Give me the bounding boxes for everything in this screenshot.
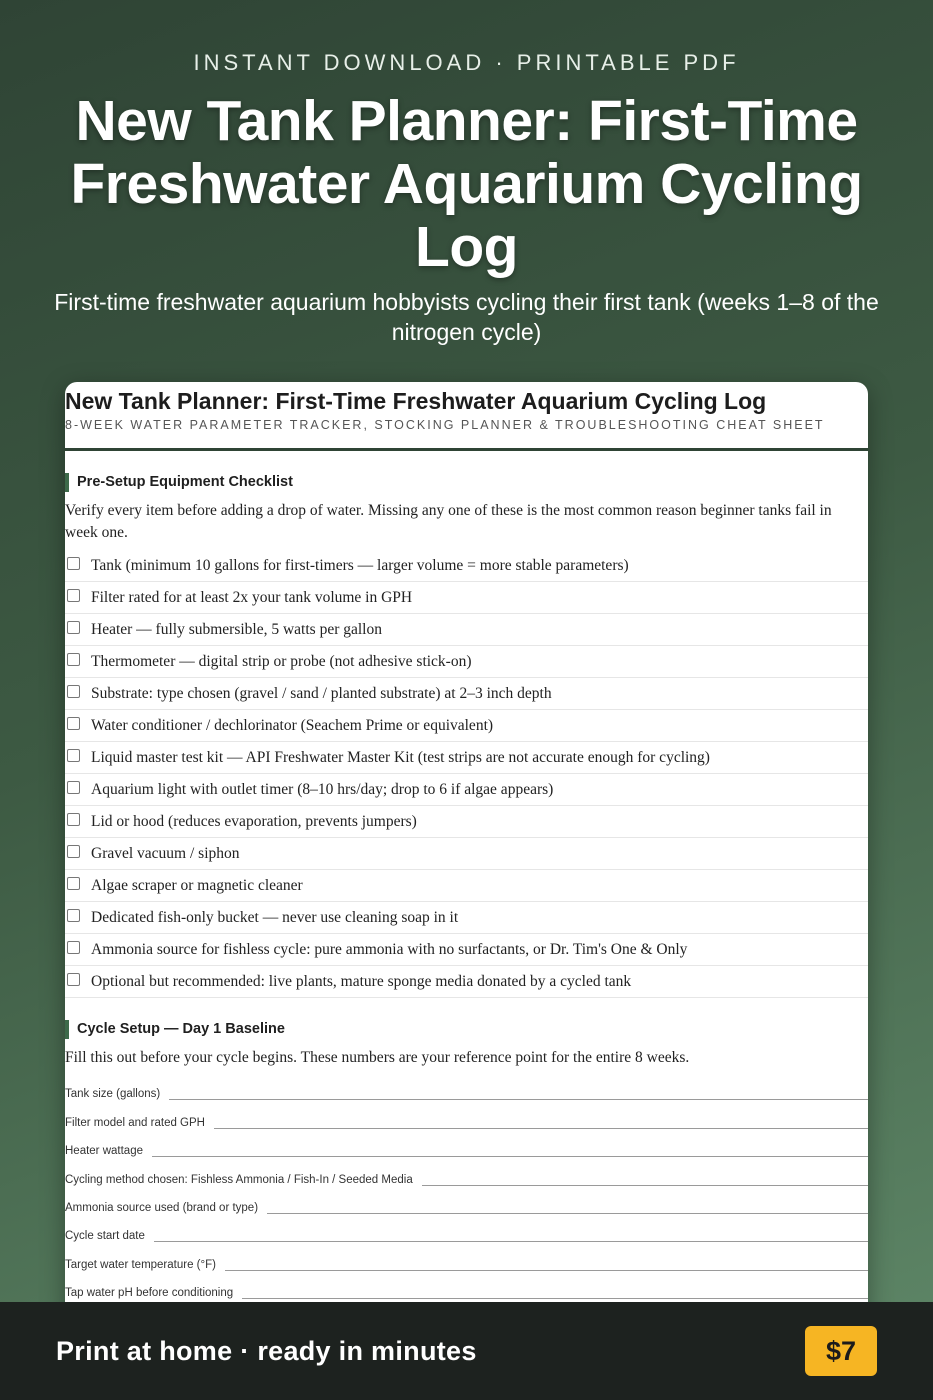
checklist-item[interactable] — [65, 614, 868, 646]
fill-in-line[interactable] — [154, 1240, 868, 1242]
sheet-title: New Tank Planner: First-Time Freshwater Aquarium Cycling Log — [65, 388, 767, 414]
field-label: Cycling method chosen: Fishless Ammonia / Fish-In / Seeded Media — [65, 1173, 413, 1186]
banner-kicker: INSTANT DOWNLOAD · PRINTABLE PDF — [193, 50, 740, 75]
checklist-item-label: Optional but recommended: live plants, mature sponge media donated by a cycled tank — [91, 972, 632, 990]
checkbox[interactable] — [67, 653, 80, 666]
product-title: New Tank Planner: First-Time Freshwater Aquarium Cycling Log — [70, 89, 863, 279]
checklist-item[interactable] — [65, 550, 868, 582]
checklist-item[interactable] — [65, 742, 868, 774]
footer-tagline: Print at home · ready in minutes — [56, 1335, 477, 1366]
form-field[interactable] — [65, 1160, 868, 1188]
checklist-item[interactable] — [65, 646, 868, 678]
field-label: Target water temperature (°F) — [65, 1258, 216, 1271]
fill-in-line[interactable] — [169, 1098, 868, 1100]
form-field[interactable] — [65, 1274, 868, 1302]
printable-sheet-preview — [65, 382, 868, 1322]
checkbox[interactable] — [67, 589, 80, 602]
price-badge[interactable]: $7 — [805, 1326, 877, 1376]
checklist-item-label: Water conditioner / dechlorinator (Seachem Prime or equivalent) — [91, 716, 494, 734]
checklist-item-label: Thermometer — digital strip or probe (not adhesive stick-on) — [91, 652, 472, 670]
checkbox[interactable] — [67, 685, 80, 698]
checklist-item-label: Ammonia source for fishless cycle: pure ammonia with no surfactants, or Dr. Tim's One & Only — [91, 940, 688, 958]
field-label: Heater wattage — [65, 1145, 143, 1158]
checklist-item[interactable] — [65, 870, 868, 902]
checklist-item-label: Aquarium light with outlet timer (8–10 hrs/day; drop to 6 if algae appears) — [91, 780, 554, 798]
checkbox[interactable] — [67, 781, 80, 794]
checkbox[interactable] — [67, 845, 80, 858]
footer-bar — [0, 1302, 933, 1400]
sheet-subtitle: 8-WEEK WATER PARAMETER TRACKER, STOCKING PLANNER & TROUBLESHOOTING CHEAT SHEET — [65, 418, 825, 432]
fill-in-line[interactable] — [242, 1297, 868, 1299]
checkbox[interactable] — [67, 749, 80, 762]
checklist-item-label: Algae scraper or magnetic cleaner — [91, 876, 303, 894]
form-field[interactable] — [65, 1103, 868, 1131]
fill-in-line[interactable] — [267, 1212, 868, 1214]
sheet-header — [65, 382, 868, 451]
fill-in-line[interactable] — [214, 1127, 868, 1129]
checklist-item-label: Heater — fully submersible, 5 watts per gallon — [91, 620, 382, 638]
checklist-item[interactable] — [65, 678, 868, 710]
fill-in-line[interactable] — [152, 1155, 868, 1157]
checklist-heading: Pre-Setup Equipment Checklist — [65, 473, 868, 492]
checkbox[interactable] — [67, 557, 80, 570]
checklist-item-label: Filter rated for at least 2x your tank volume in GPH — [91, 588, 413, 606]
form-field[interactable] — [65, 1075, 868, 1103]
equipment-checklist — [65, 550, 868, 998]
checkbox[interactable] — [67, 941, 80, 954]
product-subtitle: First-time freshwater aquarium hobbyists cycling their first tank (weeks 1–8 of the nitrogen cycle) — [54, 289, 879, 345]
checklist-item-label: Substrate: type chosen (gravel / sand / planted substrate) at 2–3 inch depth — [91, 684, 552, 702]
checkbox[interactable] — [67, 621, 80, 634]
checklist-item-label: Tank (minimum 10 gallons for first-timers — larger volume = more stable parameters) — [91, 556, 629, 574]
fill-in-line[interactable] — [225, 1269, 868, 1271]
field-label: Cycle start date — [65, 1230, 145, 1243]
checklist-item[interactable] — [65, 710, 868, 742]
checklist-item[interactable] — [65, 774, 868, 806]
checklist-item-label: Lid or hood (reduces evaporation, prevents jumpers) — [91, 812, 417, 830]
checklist-item[interactable] — [65, 934, 868, 966]
field-label: Filter model and rated GPH — [65, 1116, 205, 1129]
baseline-heading: Cycle Setup — Day 1 Baseline — [65, 1020, 868, 1039]
form-field[interactable] — [65, 1245, 868, 1273]
checkbox[interactable] — [67, 813, 80, 826]
baseline-fields — [65, 1075, 868, 1302]
checklist-item[interactable] — [65, 582, 868, 614]
checklist-item[interactable] — [65, 838, 868, 870]
field-label: Ammonia source used (brand or type) — [65, 1201, 259, 1214]
checklist-item[interactable] — [65, 966, 868, 998]
checkbox[interactable] — [67, 909, 80, 922]
form-field[interactable] — [65, 1217, 868, 1245]
checklist-item[interactable] — [65, 806, 868, 838]
form-field[interactable] — [65, 1132, 868, 1160]
checklist-intro: Verify every item before adding a drop of water. Missing any one of these is the most common reason beginner tanks fail in week one. — [65, 502, 832, 541]
fill-in-line[interactable] — [422, 1184, 868, 1186]
checklist-item-label: Liquid master test kit — API Freshwater Master Kit (test strips are not accurate enough for cycling) — [91, 748, 710, 766]
checklist-item-label: Dedicated fish-only bucket — never use cleaning soap in it — [91, 908, 459, 926]
checklist-item-label: Gravel vacuum / siphon — [91, 844, 240, 862]
checkbox[interactable] — [67, 877, 80, 890]
field-label: Tank size (gallons) — [65, 1088, 161, 1101]
field-label: Tap water pH before conditioning — [65, 1287, 234, 1300]
checklist-item[interactable] — [65, 902, 868, 934]
checkbox[interactable] — [67, 717, 80, 730]
checkbox[interactable] — [67, 973, 80, 986]
form-field[interactable] — [65, 1189, 868, 1217]
baseline-intro: Fill this out before your cycle begins. These numbers are your reference point for the entire 8 weeks. — [65, 1049, 690, 1066]
